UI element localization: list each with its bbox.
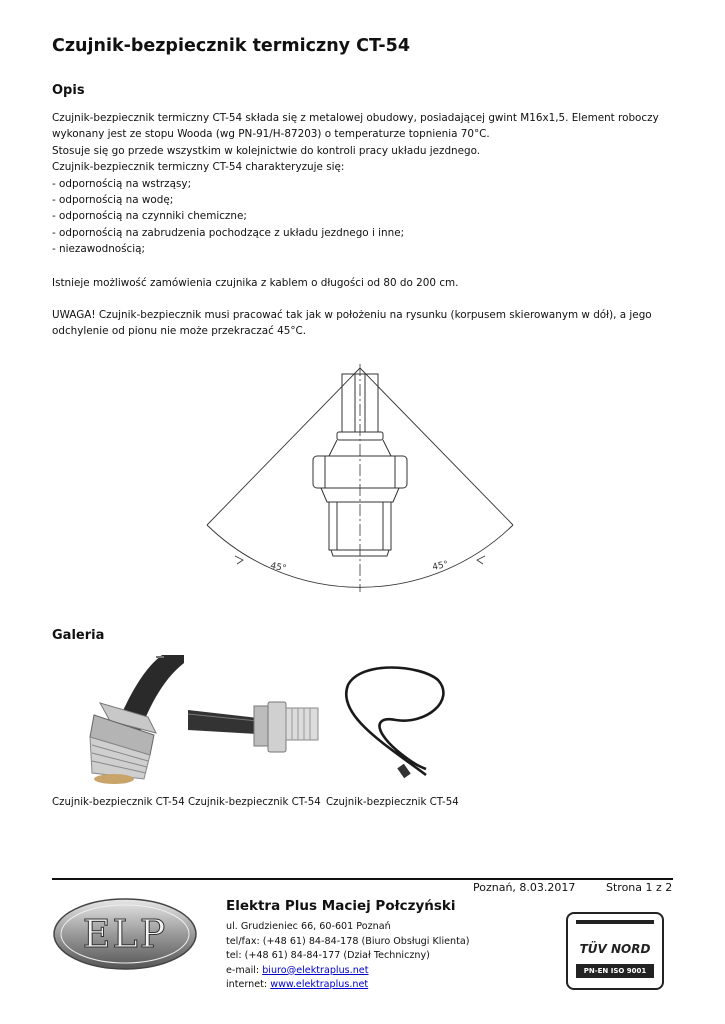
company-internet-row xyxy=(226,978,469,993)
feature-item: - odpornością na zabrudzenia pochodzące z układu jezdnego i inne; xyxy=(52,226,405,239)
section-heading-galeria: Galeria xyxy=(52,628,105,643)
company-telfax: tel/fax: (+48 61) 84-84-178 (Biuro Obsługi Klienta) xyxy=(226,935,470,947)
description-line: Czujnik-bezpiecznik termiczny CT-54 składa się z metalowej obudowy, posiadającej gwint M16x1,5. Element roboczy xyxy=(52,112,659,124)
description-block xyxy=(52,110,659,258)
warning-line: UWAGA! Czujnik-bezpiecznik musi pracować tak jak w położeniu na rysunku (korpusem skierowanym w dół), a jego xyxy=(52,309,652,321)
certification-badge xyxy=(566,912,664,990)
cable-note-text: Istnieje możliwość zamówienia czujnika z kablem o długości od 80 do 200 cm. xyxy=(52,277,459,289)
gallery-image-2[interactable] xyxy=(188,690,320,760)
logo-text: ELP xyxy=(82,912,168,956)
description-line: Czujnik-bezpiecznik termiczny CT-54 charakteryzuje się: xyxy=(52,161,345,174)
sensor-cable xyxy=(342,374,378,432)
page-title: Czujnik-bezpiecznik termiczny CT-54 xyxy=(52,36,411,56)
feature-item: - odpornością na czynniki chemiczne; xyxy=(52,210,247,223)
cable-note xyxy=(52,275,458,291)
footer-divider xyxy=(52,878,673,880)
gallery-caption-1: Czujnik-bezpiecznik CT-54 xyxy=(52,797,185,808)
footer-page-number: Strona 1 z 2 xyxy=(606,881,673,894)
gallery-caption-3: Czujnik-bezpiecznik CT-54 xyxy=(326,797,459,808)
tilt-limit-line-right xyxy=(360,368,513,525)
warning-line: odchylenie od pionu nie może przekraczać 45°C. xyxy=(52,325,307,338)
gallery-image-1[interactable] xyxy=(52,655,184,785)
angle-label-right: 45° xyxy=(431,559,450,573)
feature-item: - odpornością na wodę; xyxy=(52,194,174,207)
gallery-image-3[interactable] xyxy=(326,655,461,785)
company-name: Elektra Plus Maciej Połczyński xyxy=(226,898,456,914)
website-link[interactable]: www.elektraplus.net xyxy=(270,979,369,991)
cert-standard: PN-EN ISO 9001 xyxy=(576,964,654,978)
internet-label: internet: xyxy=(226,979,271,991)
section-heading-opis: Opis xyxy=(52,83,85,98)
gallery-caption-2: Czujnik-bezpiecznik CT-54 xyxy=(188,797,321,808)
description-line: wykonany jest ze stopu Wooda (wg PN-91/H-87203) o temperaturze topnienia 70°C. xyxy=(52,128,490,141)
company-tel: tel: (+48 61) 84-84-177 (Dział Techniczny) xyxy=(226,950,430,962)
footer-place-date: Poznań, 8.03.2017 xyxy=(473,881,576,894)
angle-label-left: 45° xyxy=(269,561,288,575)
feature-item: - odpornością na wstrząsy; xyxy=(52,177,192,190)
description-line: Stosuje się go przede wszystkim w kolejnictwie do kontroli pracy układu jezdnego. xyxy=(52,144,481,157)
email-link[interactable]: biuro@elektraplus.net xyxy=(262,964,369,976)
sensor-tilt-diagram xyxy=(195,360,525,595)
cert-brand: TÜV NORD xyxy=(579,942,651,956)
company-address: ul. Grudzieniec 66, 60-601 Poznań xyxy=(226,921,391,932)
email-label: e-mail: xyxy=(226,964,263,976)
company-email-row xyxy=(226,964,469,979)
company-contact xyxy=(226,920,469,993)
tilt-limit-line-left xyxy=(207,368,360,525)
warning-block xyxy=(52,307,652,340)
feature-item: - niezawodnością; xyxy=(52,243,146,256)
company-logo xyxy=(52,897,198,971)
